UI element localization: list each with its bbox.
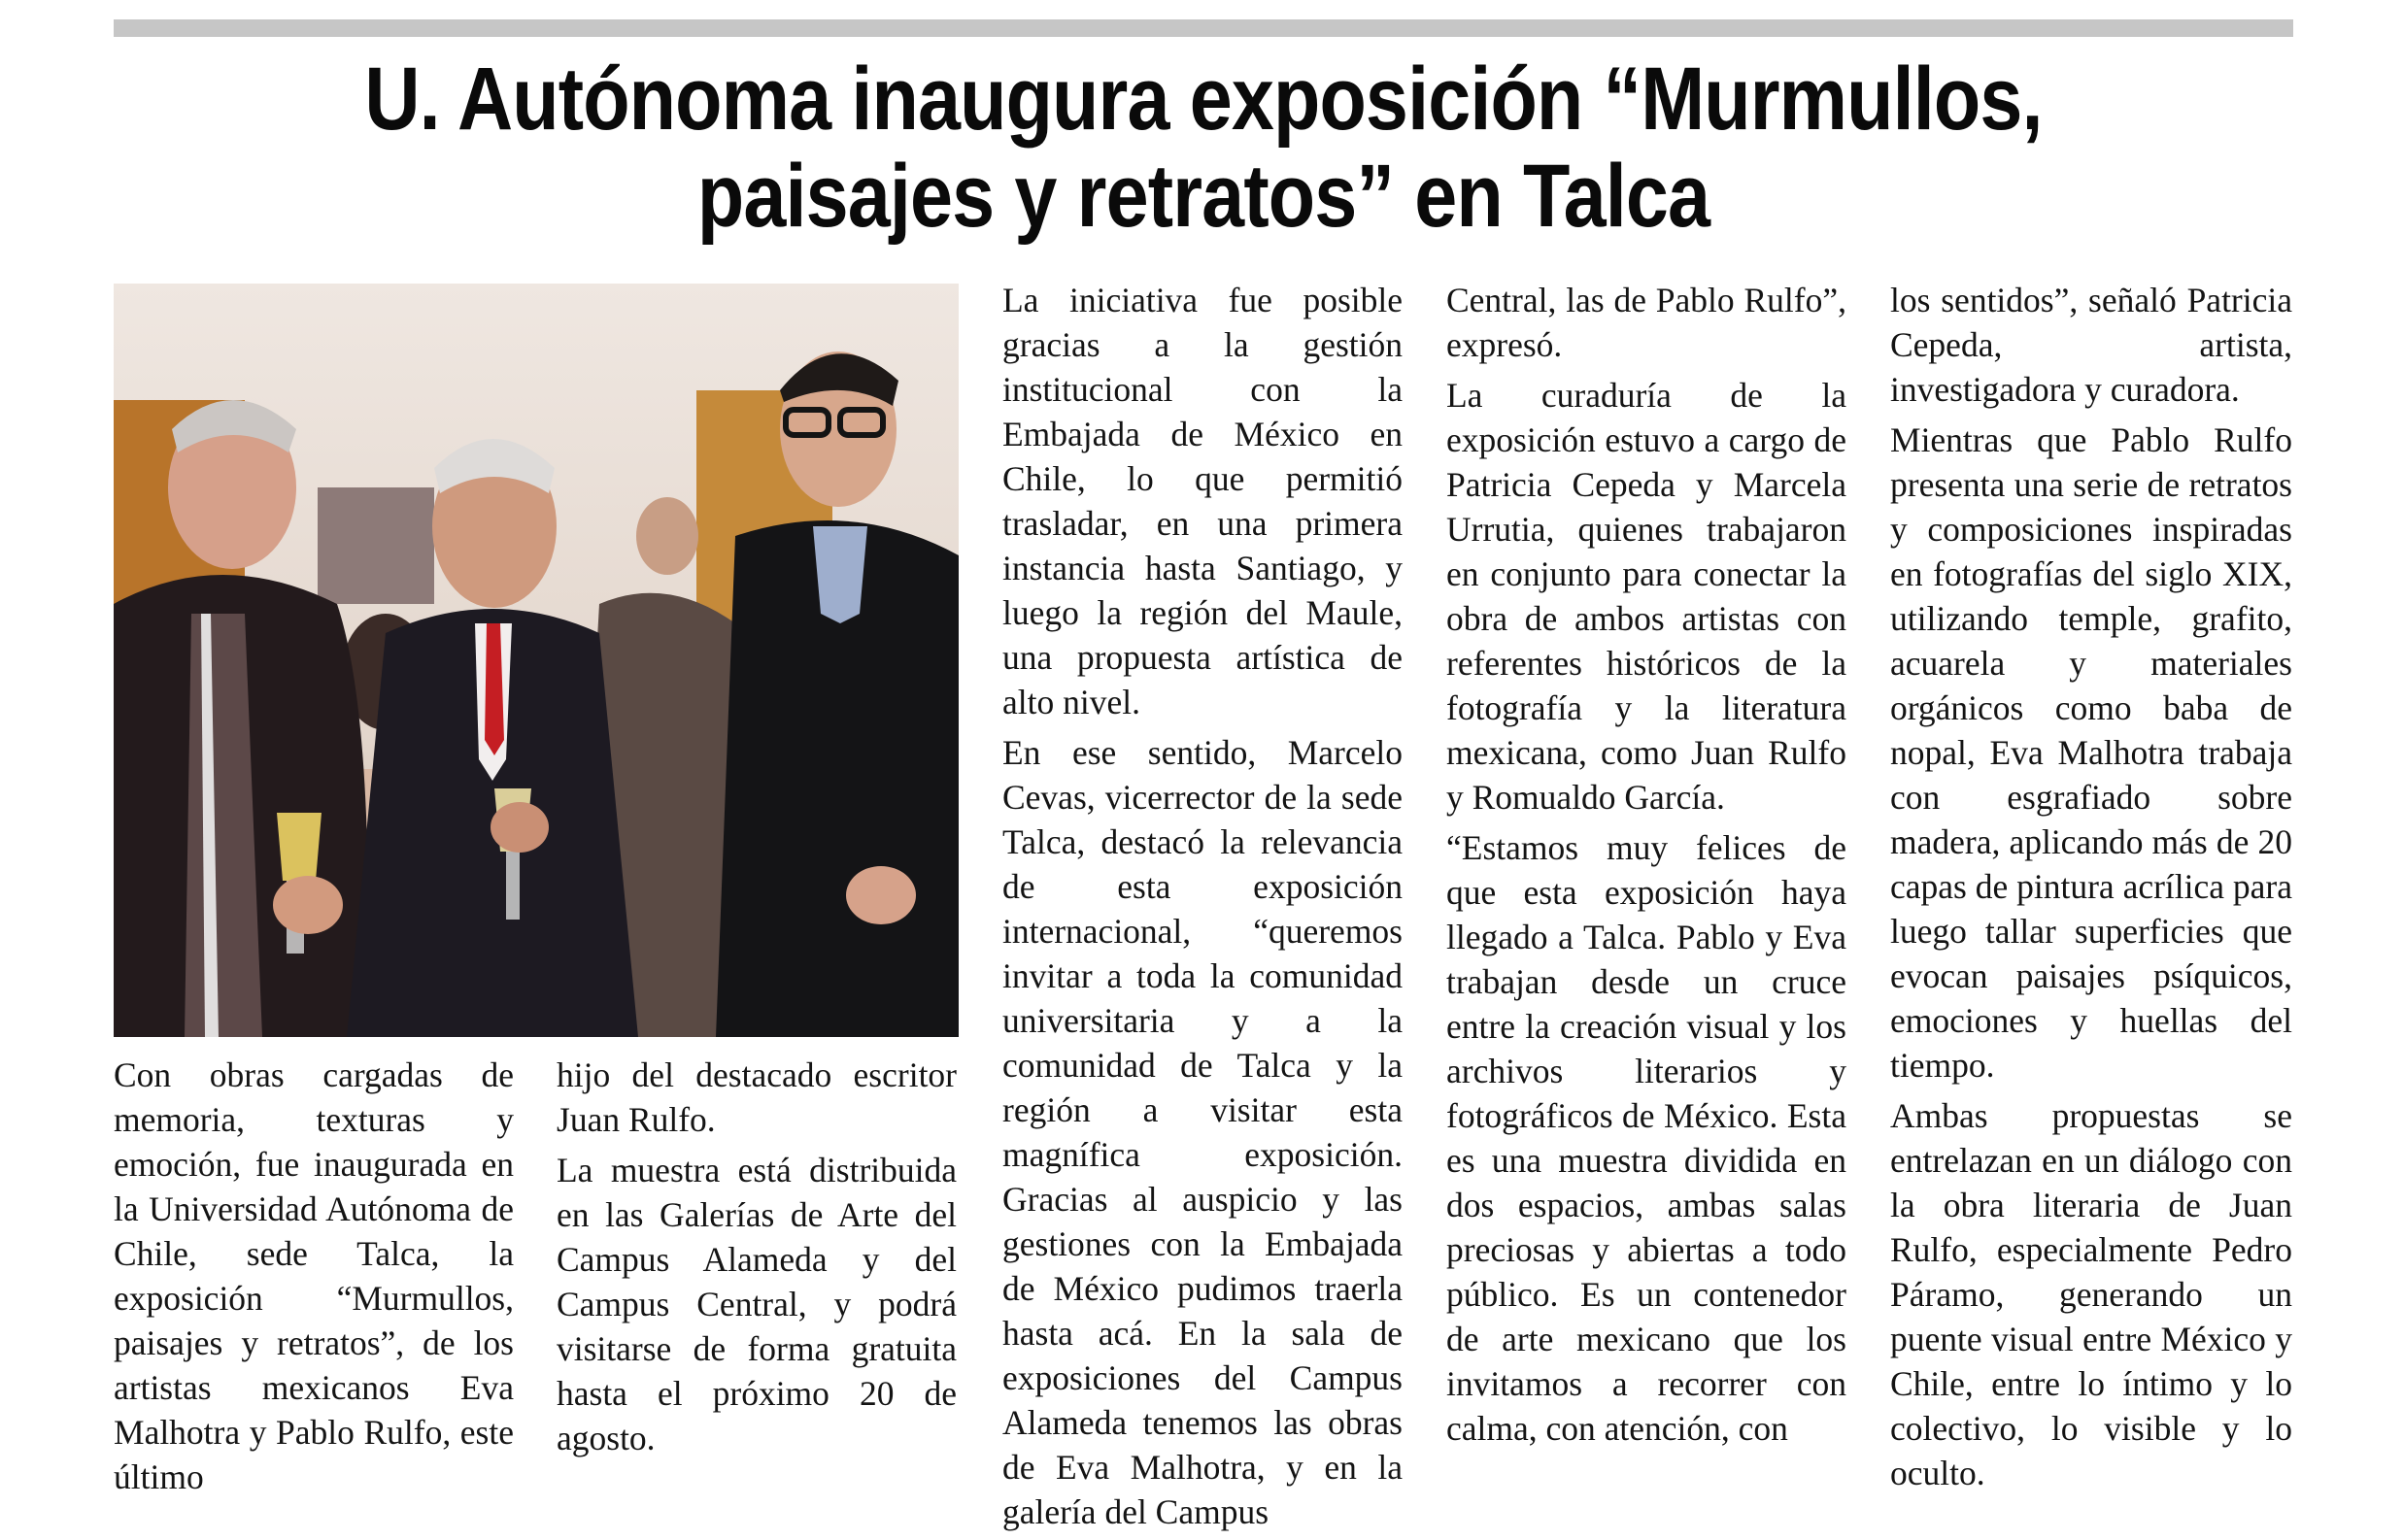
paragraph: La iniciativa fue posible gracias a la gestión institucional con la Embajada de México en Chile, lo que permitió trasladar, en una primera instancia hasta Santiago, y luego la región del Maule, una propuesta artística de alto nivel. <box>1002 281 1403 721</box>
paragraph: “Estamos muy felices de que esta exposición haya llegado a Talca. Pablo y Eva trabajan desde un cruce entre la creación visual y los archivos literarios y fotográficos de México. Esta es una muestra dividida en dos espacios, ambas salas preciosas y abiertas a todo público. Es un contenedor de arte mexicano que los invitamos a recorrer con calma, con atención, con <box>1446 828 1846 1448</box>
article-column-5 <box>1890 278 2292 1501</box>
paragraph: hijo del destacado escritor Juan Rulfo. <box>557 1055 957 1139</box>
paragraph: La muestra está distribuida en las Galerías de Arte del Campus Alameda y del Campus Central, y podrá visitarse de forma gratuita hasta el próximo 20 de agosto. <box>557 1151 957 1457</box>
paragraph: Central, las de Pablo Rulfo”, expresó. <box>1446 281 1846 364</box>
paragraph: Con obras cargadas de memoria, texturas y emoción, fue inaugurada en la Universidad Autónoma de Chile, sede Talca, la exposición “Murmullos, paisajes y retratos”, de los artistas mexicanos Eva Malhotra y Pablo Rulfo, este último <box>114 1055 514 1496</box>
paragraph: Ambas propuestas se entrelazan en un diálogo con la obra literaria de Juan Rulfo, especialmente Pedro Páramo, generando un puente visual entre México y Chile, entre lo íntimo y lo colectivo, lo visible y lo oculto. <box>1890 1096 2292 1492</box>
headline: U. Autónoma inaugura exposición “Murmullos, paisajes y retratos” en Talca <box>364 50 2043 246</box>
top-rule <box>114 19 2293 37</box>
article-column-3 <box>1002 278 1403 1540</box>
article-column-1 <box>114 1053 514 1505</box>
event-photo <box>114 284 959 1037</box>
article-column-4 <box>1446 278 1846 1456</box>
paragraph: La curaduría de la exposición estuvo a cargo de Patricia Cepeda y Marcela Urrutia, quienes trabajaron en conjunto para conectar la obra de ambos artistas con referentes históricos de la fotografía y la literatura mexicana, como Juan Rulfo y Romualdo García. <box>1446 376 1846 817</box>
article-column-2 <box>557 1053 957 1466</box>
paragraph: En ese sentido, Marcelo Cevas, vicerrector de la sede Talca, destacó la relevancia de esta exposición internacional, “queremos invitar a toda la comunidad universitaria y a la comunidad de Talca y la región a visitar esta magnífica exposición. Gracias al auspicio y las gestiones con la Embajada de México pudimos traerla hasta acá. En la sala de exposiciones del Campus Alameda tenemos las obras de Eva Malhotra, y en la galería del Campus <box>1002 733 1403 1531</box>
paragraph: Mientras que Pablo Rulfo presenta una serie de retratos y composiciones inspiradas en fotografías del siglo XIX, utilizando temple, grafito, acuarela y materiales orgánicos como baba de nopal, Eva Malhotra trabaja con esgrafiado sobre madera, aplicando más de 20 capas de pintura acrílica para luego tallar superficies que evocan paisajes psíquicos, emociones y huellas del tiempo. <box>1890 420 2292 1085</box>
paragraph: los sentidos”, señaló Patricia Cepeda, artista, investigadora y curadora. <box>1890 281 2292 409</box>
